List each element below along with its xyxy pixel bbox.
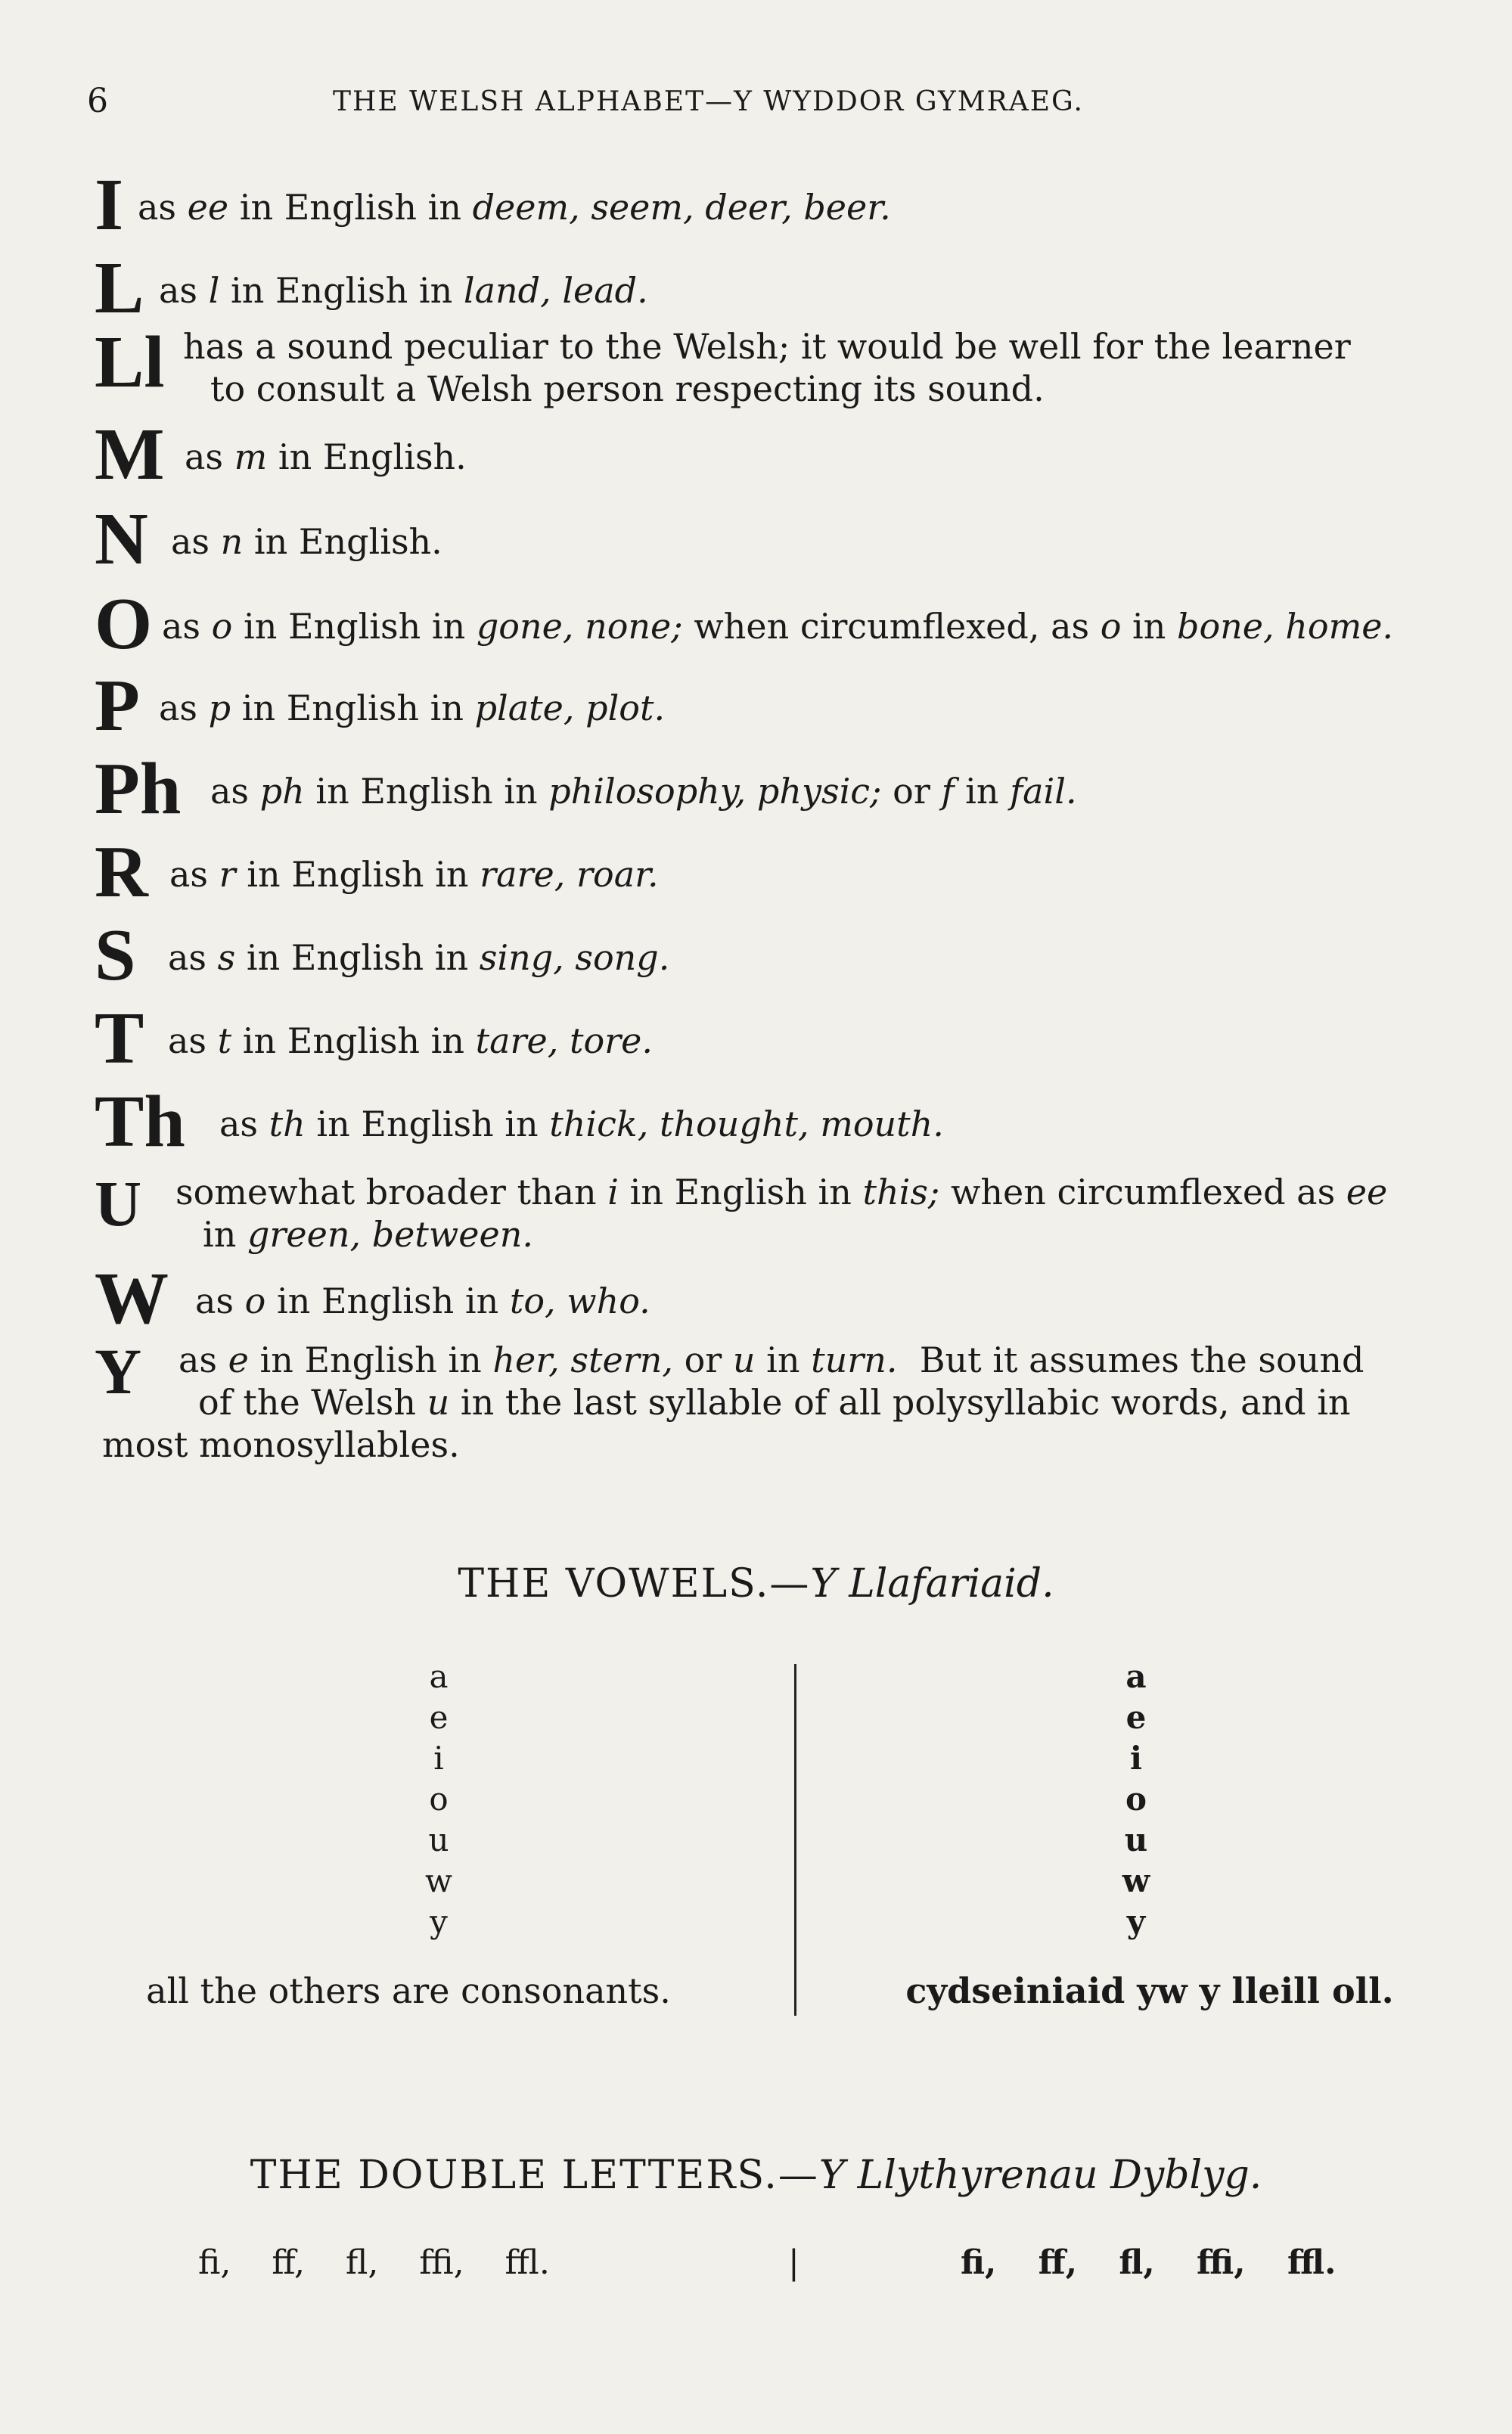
ligature-item: ﬀ,: [1038, 2243, 1078, 2282]
vowels-note-english: all the others are consonants.: [146, 1970, 671, 2011]
entry-u-line1: somewhat broader than i in English in this; when circumflexed as ee: [175, 1172, 1388, 1212]
ligature-item: ﬀ,: [272, 2243, 306, 2282]
entry-w-text: as o in English in to, who.: [195, 1281, 650, 1321]
entry-ph-text: as ph in English in philosophy, physic; or f in fail.: [210, 771, 1077, 812]
letter-s: S: [95, 914, 136, 996]
page-number: 6: [87, 82, 108, 120]
vowel-item: o: [1125, 1780, 1147, 1818]
entry-o-text: as o in English in gone, none; when circumflexed, as o in bone, home.: [162, 606, 1394, 647]
entry-l-text: as l in English in land, lead.: [159, 270, 648, 311]
entry-i-text: as ee in English in deem, seem, deer, beer.: [138, 187, 891, 228]
entry-n-text: as n in English.: [171, 521, 442, 562]
vowels-heading: THE VOWELS.—Y Llafariaid.: [458, 1561, 1054, 1607]
ligature-item: ﬁ,: [961, 2243, 997, 2282]
vowel-item: w: [1122, 1862, 1150, 1899]
vowel-item: i: [1130, 1740, 1142, 1777]
ligature-item: ﬄ.: [505, 2243, 550, 2282]
double-letters-separator: |: [788, 2243, 799, 2282]
entry-y-line3: most monosyllables.: [102, 1424, 460, 1465]
vowels-divider: [794, 1664, 796, 2016]
vowel-item: y: [1126, 1903, 1146, 1940]
ligature-item: ﬃ,: [1197, 2243, 1246, 2282]
letter-ll: Ll: [95, 321, 165, 403]
vowel-item: u: [1124, 1821, 1148, 1858]
running-head: [0, 82, 1512, 127]
entry-s-text: as s in English in sing, song.: [168, 937, 670, 978]
letter-i: I: [95, 164, 124, 246]
double-letters-right: [961, 2243, 1366, 2282]
vowel-item: a: [429, 1658, 449, 1695]
ligature-item: ﬂ,: [1119, 2243, 1155, 2282]
vowel-item: u: [428, 1821, 449, 1858]
vowels-note-welsh: cydseiniaid yw y lleill oll.: [905, 1970, 1394, 2011]
letter-n: N: [95, 498, 148, 580]
vowel-item: i: [433, 1740, 444, 1777]
double-letters-left: [198, 2243, 580, 2282]
entry-th-text: as th in English in thick, thought, mouth.: [219, 1104, 944, 1144]
letter-m: M: [95, 414, 165, 495]
ligature-item: ﬄ.: [1287, 2243, 1337, 2282]
entry-u-line2: in green, between.: [203, 1214, 533, 1255]
letter-w: W: [95, 1258, 169, 1340]
letter-p: P: [95, 665, 140, 747]
letter-ph: Ph: [95, 748, 182, 830]
letter-th: Th: [95, 1081, 185, 1163]
entry-y-line2: of the Welsh u in the last syllable of all polysyllabic words, and in: [198, 1382, 1351, 1423]
vowel-item: e: [429, 1699, 449, 1736]
vowels-right-column: [1106, 1656, 1166, 1942]
entry-y-line1: as e in English in her, stern, or u in turn. But it assumes the sound: [179, 1340, 1365, 1380]
ligature-item: ﬃ,: [419, 2243, 464, 2282]
letter-u: U: [95, 1167, 142, 1240]
vowels-left-column: [408, 1656, 469, 1942]
ligature-item: ﬁ,: [198, 2243, 231, 2282]
entry-ll-line1: has a sound peculiar to the Welsh; it would be well for the learner: [183, 326, 1351, 367]
letter-y: Y: [95, 1335, 142, 1408]
vowel-item: w: [425, 1862, 452, 1899]
letter-t: T: [95, 998, 144, 1079]
vowel-item: a: [1125, 1658, 1147, 1695]
page-title: THE WELSH ALPHABET—Y WYDDOR GYMRAEG.: [333, 86, 1084, 117]
letter-l: L: [95, 247, 144, 329]
double-letters-heading: THE DOUBLE LETTERS.—Y Llythyrenau Dyblyg.: [250, 2153, 1262, 2198]
entry-m-text: as m in English.: [185, 436, 467, 477]
entry-ll-line2: to consult a Welsh person respecting its sound.: [210, 368, 1045, 409]
letter-r: R: [95, 831, 148, 913]
vowel-item: e: [1125, 1699, 1147, 1736]
vowel-item: o: [429, 1780, 449, 1818]
entry-p-text: as p in English in plate, plot.: [159, 688, 666, 728]
vowel-item: y: [430, 1903, 448, 1940]
ligature-item: ﬂ,: [346, 2243, 379, 2282]
entry-r-text: as r in English in rare, roar.: [169, 854, 659, 895]
entry-t-text: as t in English in tare, tore.: [168, 1020, 654, 1061]
letter-o: O: [95, 583, 153, 665]
